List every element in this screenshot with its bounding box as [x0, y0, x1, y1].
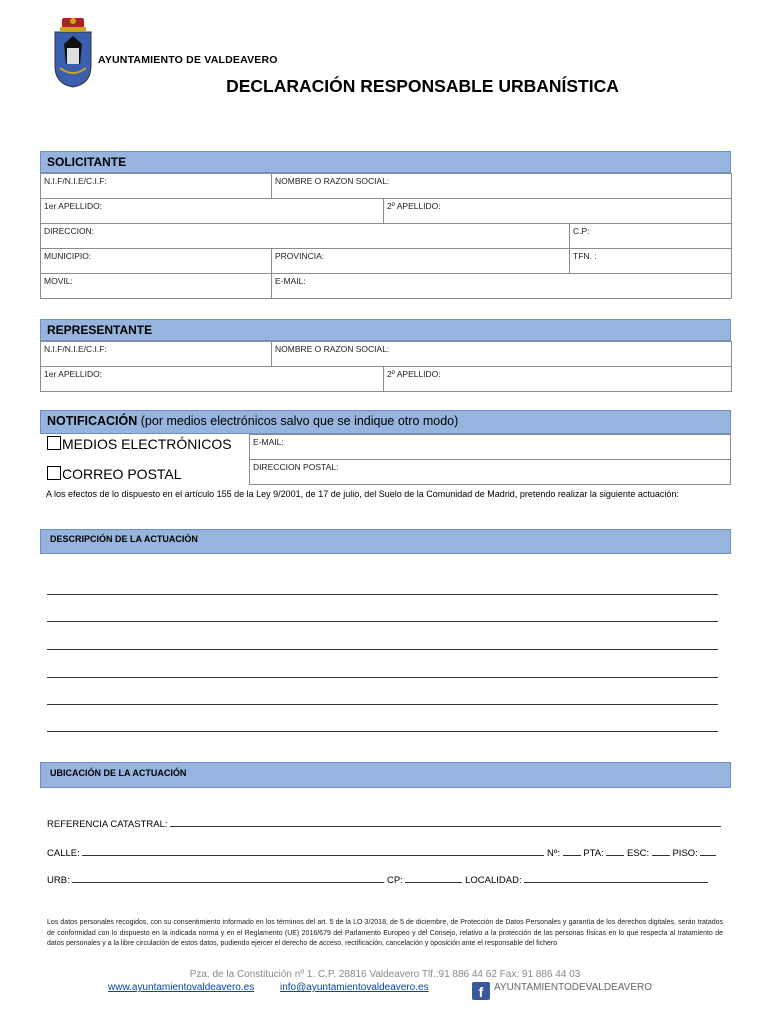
checkbox-box[interactable] [47, 466, 61, 480]
footer-email-link[interactable]: info@ayuntamientovaldeavero.es [280, 982, 429, 993]
footer-facebook-text[interactable]: AYUNTAMIENTODEVALDEAVERO [494, 982, 652, 993]
piso-input[interactable] [700, 846, 716, 856]
representante-apellido2-field[interactable]: 2º APELLIDO: [384, 367, 732, 392]
esc-input[interactable] [652, 846, 670, 856]
checkbox-box[interactable] [47, 436, 61, 450]
referencia-catastral-input[interactable] [170, 817, 721, 827]
description-line[interactable] [47, 649, 718, 650]
descripcion-header [40, 529, 731, 554]
checkbox-correo-postal[interactable]: CORREO POSTAL [47, 466, 182, 482]
descripcion-title: DESCRIPCIÓN DE LA ACTUACIÓN [50, 534, 198, 544]
solicitante-provincia-field[interactable]: PROVINCIA: [272, 249, 570, 274]
description-line[interactable] [47, 594, 718, 595]
solicitante-table [40, 173, 732, 299]
calle-input[interactable] [82, 846, 544, 856]
representante-title: REPRESENTANTE [47, 323, 153, 337]
ubicacion-header [40, 762, 731, 788]
notificacion-direccion-field[interactable]: DIRECCION POSTAL: [250, 460, 731, 485]
notificacion-table [249, 434, 731, 485]
solicitante-cp-field[interactable]: C.P: [570, 224, 732, 249]
solicitante-header [40, 151, 731, 173]
notificacion-title: NOTIFICACIÓN (por medios electrónicos salvo que se indique otro modo) [47, 414, 459, 428]
solicitante-municipio-field[interactable]: MUNICIPIO: [41, 249, 272, 274]
organization-name: AYUNTAMIENTO DE VALDEAVERO [98, 54, 278, 66]
cp-input[interactable] [405, 873, 462, 883]
notificacion-header [40, 410, 731, 434]
solicitante-nif-field[interactable]: N.I.F/N.I.E/C.I.F: [41, 174, 272, 199]
calle-row: CALLE: Nº: PTA: ESC: PISO: [47, 846, 718, 859]
notificacion-email-field[interactable]: E-MAIL: [250, 435, 731, 460]
ubicacion-title: UBICACIÓN DE LA ACTUACIÓN [50, 768, 187, 778]
urb-row: URB: CP: LOCALIDAD: [47, 873, 718, 886]
pta-input[interactable] [606, 846, 624, 856]
solicitante-nombre-field[interactable]: NOMBRE O RAZON SOCIAL: [272, 174, 732, 199]
solicitante-email-field[interactable]: E-MAIL: [272, 274, 732, 299]
footer-address: Pza. de la Constitución nº 1. C.P. 28816 Valdeavero Tlf.:91 886 44 62 Fax: 91 886 44 03 [189, 969, 581, 980]
description-line[interactable] [47, 704, 718, 705]
referencia-catastral-row: REFERENCIA CATASTRAL: [47, 817, 718, 830]
description-line[interactable] [47, 621, 718, 622]
footer-website-link[interactable]: www.ayuntamientovaldeavero.es [108, 982, 255, 993]
numero-input[interactable] [563, 846, 581, 856]
solicitante-tfn-field[interactable]: TFN. : [570, 249, 732, 274]
solicitante-title: SOLICITANTE [47, 155, 127, 169]
representante-header [40, 319, 731, 341]
representante-nombre-field[interactable]: NOMBRE O RAZON SOCIAL: [272, 342, 732, 367]
solicitante-apellido1-field[interactable]: 1er APELLIDO: [41, 199, 384, 224]
declaration-text: A los efectos de lo dispuesto en el artículo 155 de la Ley 9/2001, de 17 de julio, del Suelo de la Comunidad de Madrid, pretendo realizar la siguiente actuación: [46, 489, 679, 499]
solicitante-apellido2-field[interactable]: 2º APELLIDO: [384, 199, 732, 224]
urb-input[interactable] [72, 873, 384, 883]
representante-nif-field[interactable]: N.I.F/N.I.E/C.I.F: [41, 342, 272, 367]
solicitante-direccion-field[interactable]: DIRECCION: [41, 224, 570, 249]
solicitante-movil-field[interactable]: MOVIL: [41, 274, 272, 299]
localidad-input[interactable] [524, 873, 708, 883]
facebook-icon[interactable]: f [472, 982, 490, 1000]
representante-table [40, 341, 732, 392]
description-line[interactable] [47, 731, 718, 732]
representante-apellido1-field[interactable]: 1er APELLIDO: [41, 367, 384, 392]
checkbox-medios-electronicos[interactable]: MEDIOS ELECTRÓNICOS [47, 436, 232, 452]
description-line[interactable] [47, 677, 718, 678]
legal-notice: Los datos personales recogidos, con su consentimiento informado en los términos del art. 5 de la LO 3/2018, de 5 de diciembre, de Protección de Datos Personales y garantía de los derechos digitales, serán tratados de conformidad con lo dispuesto en la indicada norma y en el Reglamento (UE) 2016/679 del Parlamento Europeo y del Consejo, relativo a la protección de las personas físicas en lo que respecta al tratamiento de datos personales y a la libre circulación de estos datos, pudiendo ejercer el derecho de acceso, rectificación, cancelación y oposición ante el responsable del fichero [47, 919, 723, 947]
document-title: DECLARACIÓN RESPONSABLE URBANÍSTICA [226, 76, 619, 96]
